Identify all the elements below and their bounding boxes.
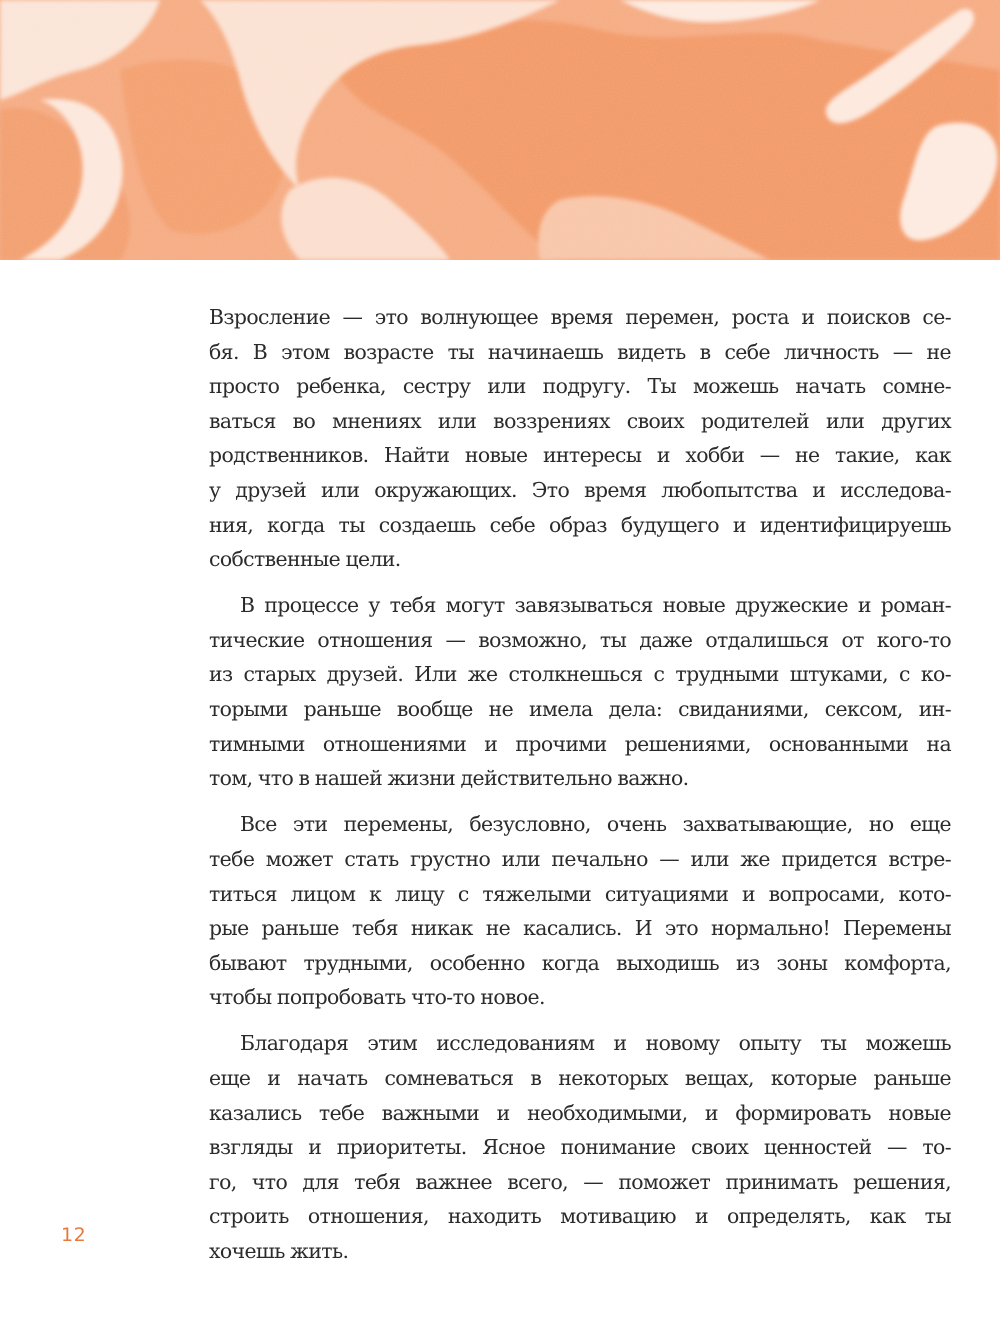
paragraph-2	[209, 588, 951, 796]
text-line: ваться во мнениях или воззрениях своих родителей или других	[209, 408, 951, 433]
paragraph-1	[209, 300, 951, 577]
header-watercolor-illustration	[0, 0, 1000, 260]
text-line: том, что в нашей жизни действительно важно.	[209, 766, 689, 791]
text-line: торыми раньше вообще не имела дела: свиданиями, сексом, ин-	[209, 697, 951, 722]
text-line: тимными отношениями и прочими решениями, основанными на	[209, 731, 951, 756]
text-line: казались тебе важными и необходимыми, и формировать новые	[209, 1100, 951, 1125]
text-line: строить отношения, находить мотивацию и определять, как ты	[209, 1204, 951, 1229]
page-number: 12	[61, 1224, 87, 1246]
text-line: Благодаря этим исследованиям и новому опыту ты можешь	[240, 1031, 951, 1056]
banner-grain-texture	[0, 0, 1000, 260]
text-line: собственные цели.	[209, 547, 401, 572]
text-line: из старых друзей. Или же столкнешься с трудными штуками, с ко-	[209, 662, 951, 687]
text-line: бя. В этом возрасте ты начинаешь видеть в себе личность — не	[209, 339, 951, 364]
text-line: у друзей или окружающих. Это время любопытства и исследова-	[209, 477, 951, 502]
text-line: взгляды и приоритеты. Ясное понимание своих ценностей — то-	[209, 1135, 951, 1160]
text-line: рые раньше тебя никак не касались. И это нормально! Перемены	[209, 916, 951, 941]
text-line: тебе может стать грустно или печально — или же придется встре-	[209, 846, 951, 871]
text-line: хочешь жить.	[209, 1238, 349, 1263]
text-line: еще и начать сомневаться в некоторых вещах, которые раньше	[209, 1065, 951, 1090]
text-line: го, что для тебя важнее всего, — поможет принимать решения,	[209, 1169, 951, 1194]
paragraph-3	[209, 807, 951, 1015]
text-line: В процессе у тебя могут завязываться новые дружеские и роман-	[240, 593, 951, 618]
text-line: тические отношения — возможно, ты даже отдалишься от кого-то	[209, 627, 951, 652]
text-line: родственников. Найти новые интересы и хобби — не такие, как	[209, 443, 951, 468]
text-line: Все эти перемены, безусловно, очень захватывающие, но еще	[240, 812, 951, 837]
text-line: просто ребенка, сестру или подругу. Ты можешь начать сомне-	[209, 374, 951, 399]
text-line: Взросление — это волнующее время перемен, роста и поисков се-	[209, 305, 951, 329]
text-line: ния, когда ты создаешь себе образ будущего и идентифицируешь	[209, 512, 951, 537]
text-line: чтобы попробовать что-то новое.	[209, 985, 545, 1010]
text-line: бывают трудными, особенно когда выходишь из зоны комфорта,	[209, 950, 951, 975]
body-text	[209, 300, 951, 1269]
text-line: титься лицом к лицу с тяжелыми ситуациями и вопросами, кото-	[209, 881, 951, 906]
paragraph-4	[209, 1026, 951, 1268]
